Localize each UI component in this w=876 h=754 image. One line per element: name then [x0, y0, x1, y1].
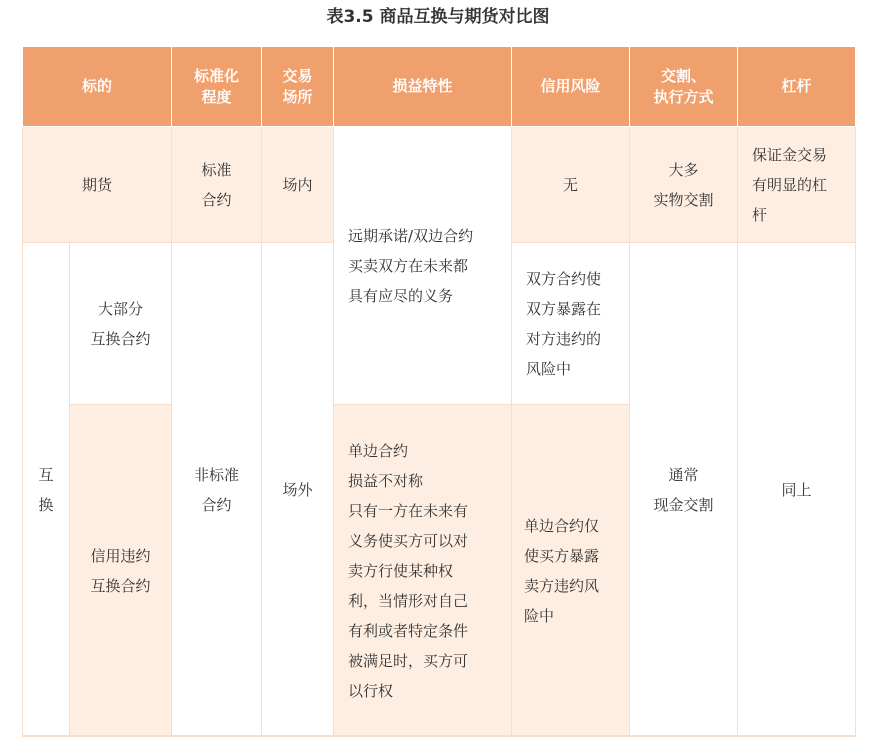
swap-leverage: 同上 — [738, 243, 856, 737]
futures-standardization: 标准 合约 — [172, 127, 262, 243]
table-bottom-line — [22, 735, 855, 736]
swap-cds-pnl: 单边合约 损益不对称 只有一方在未来有 义务使买方可以对 卖方行使某种权 利，当情形对自己 有利或者特定条件 被满足时，买方可 以行权 — [334, 405, 512, 737]
swap-delivery: 通常 现金交割 — [630, 243, 738, 737]
futures-row — [23, 127, 856, 243]
header-row — [23, 47, 856, 127]
swap-cds-credit-risk: 单边合约仅 使买方暴露 卖方违约风 险中 — [512, 405, 630, 737]
header-delivery: 交割、 执行方式 — [630, 47, 738, 127]
header-credit-risk: 信用风险 — [512, 47, 630, 127]
swap-standardization: 非标准 合约 — [172, 243, 262, 737]
swap-most-name: 大部分 互换合约 — [70, 243, 172, 405]
futures-name: 期货 — [23, 127, 172, 243]
header-underlying: 标的 — [23, 47, 172, 127]
header-standardization: 标准化 程度 — [172, 47, 262, 127]
header-pnl: 损益特性 — [334, 47, 512, 127]
swap-venue: 场外 — [262, 243, 334, 737]
comparison-table — [22, 46, 856, 737]
futures-venue: 场内 — [262, 127, 334, 243]
header-leverage: 杠杆 — [738, 47, 856, 127]
header-venue: 交易 场所 — [262, 47, 334, 127]
futures-credit-risk: 无 — [512, 127, 630, 243]
pnl-shared: 远期承诺/双边合约 买卖双方在未来都 具有应尽的义务 — [334, 127, 512, 405]
futures-delivery: 大多 实物交割 — [630, 127, 738, 243]
table-title: 表3.5 商品互换与期货对比图 — [326, 7, 550, 27]
swap-most-credit-risk: 双方合约使 双方暴露在 对方违约的 风险中 — [512, 243, 630, 405]
swap-cds-name: 信用违约 互换合约 — [70, 405, 172, 737]
swap-name: 互 换 — [23, 243, 70, 737]
futures-leverage: 保证金交易 有明显的杠 杆 — [738, 127, 856, 243]
